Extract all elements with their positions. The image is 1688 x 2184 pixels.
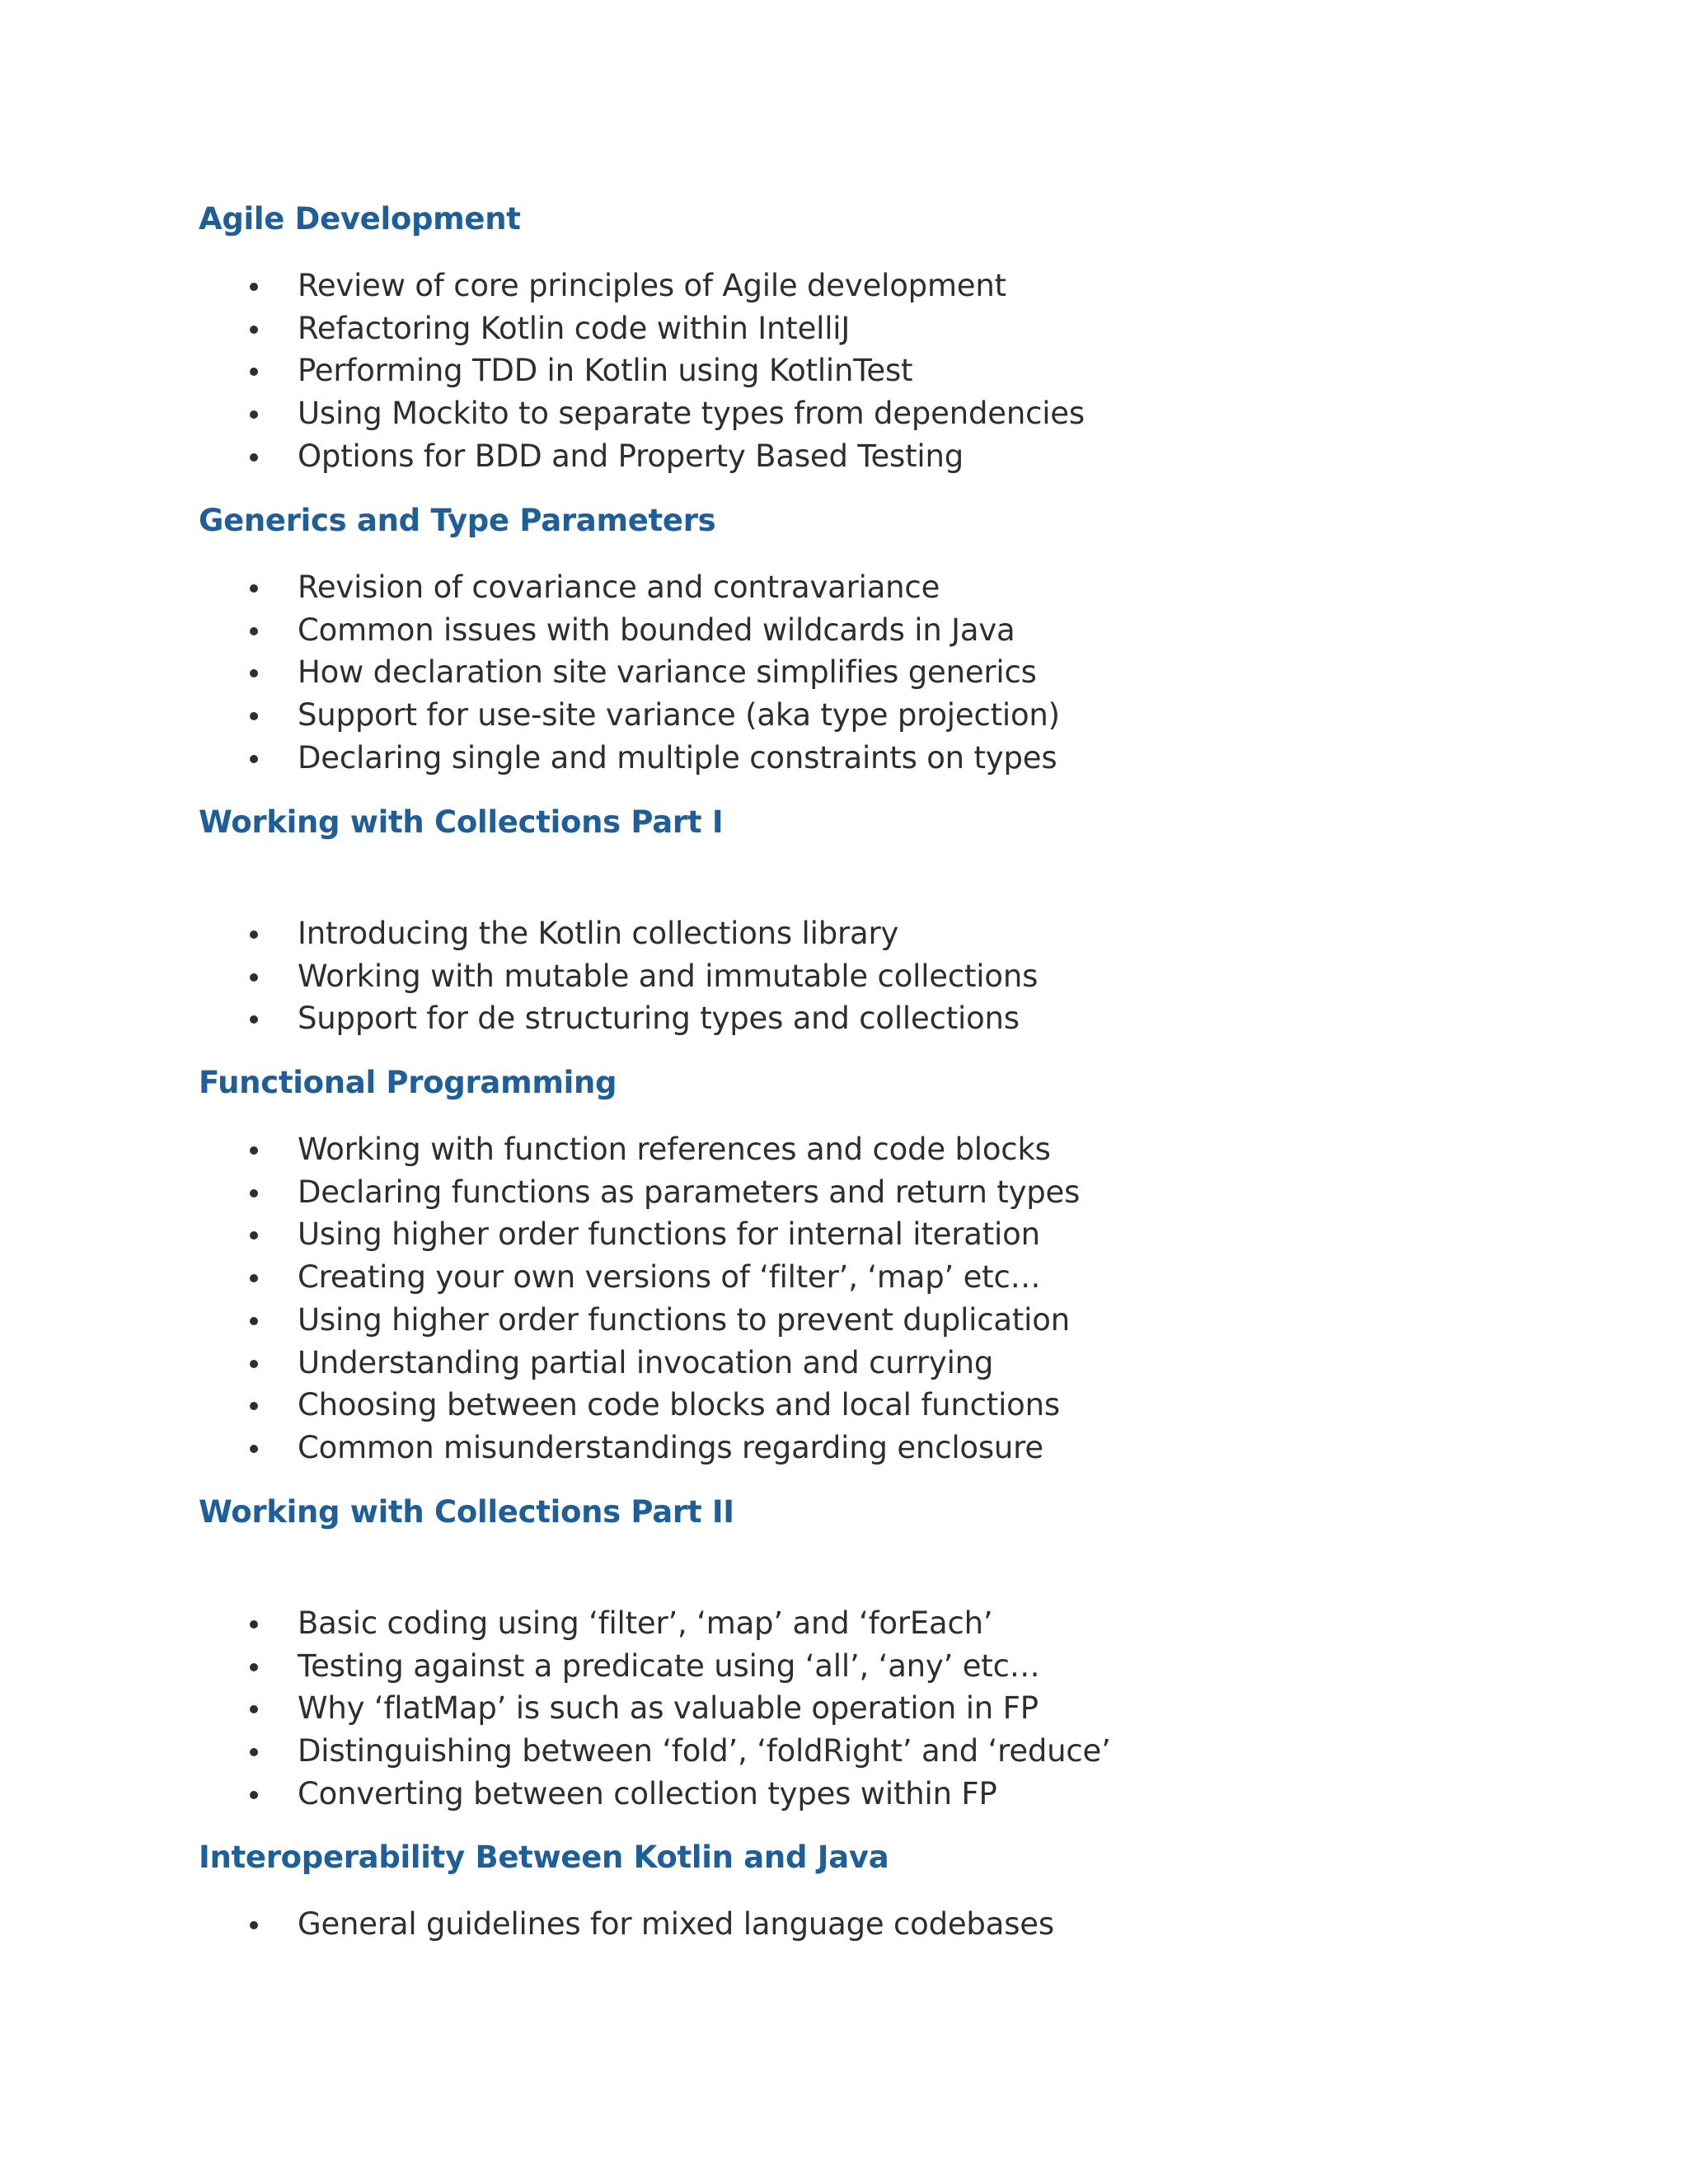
section-interoperability [199,1837,1270,1946]
list-item-text: Using higher order functions to prevent duplication [298,1301,1070,1338]
bullet-icon [250,283,258,291]
list-item-text: Using higher order functions for internal iteration [298,1216,1040,1253]
list-item [199,1427,1270,1469]
bullet-icon [250,973,258,982]
bullet-icon [250,1921,258,1929]
list-item-text: Using Mockito to separate types from dependencies [298,396,1085,432]
bullet-icon [250,1189,258,1197]
list-item-text: Working with function references and code blocks [298,1132,1051,1167]
section-agile-development [199,199,1270,478]
bullet-list [199,1903,1270,1946]
list-item-text: Introducing the Kotlin collections library [298,916,899,951]
bullet-list [199,1128,1270,1469]
list-item [199,265,1270,307]
bullet-icon [250,453,258,462]
list-item [199,1256,1270,1299]
bullet-icon [250,1705,258,1713]
bullet-icon [250,410,258,419]
bullet-icon [250,1445,258,1453]
bullet-icon [250,755,258,763]
list-item [199,1299,1270,1342]
list-item [199,1730,1270,1773]
section-collections-part-1 [199,802,1270,1040]
list-item [199,1213,1270,1256]
list-item-text: Declaring functions as parameters and return types [298,1174,1081,1210]
list-item-text: Converting between collection types within FP [298,1775,997,1811]
list-item-text: Understanding partial invocation and currying [298,1344,994,1380]
list-item [199,566,1270,609]
bullet-icon [250,1274,258,1282]
list-item [199,1773,1270,1816]
list-item [199,1687,1270,1730]
section-heading: Interoperability Between Kotlin and Java [199,1840,889,1875]
list-item-text: Common issues with bounded wildcards in Java [298,612,1015,648]
bullet-list [199,1602,1270,1816]
list-item-text: Creating your own versions of ‘filter’, ‘map’ etc… [298,1259,1041,1296]
list-item [199,1128,1270,1171]
list-item-text: Choosing between code blocks and local functions [298,1387,1060,1423]
bullet-list [199,912,1270,1040]
bullet-icon [250,1620,258,1629]
bullet-icon [250,1402,258,1410]
list-item [199,392,1270,435]
list-item-text: How declaration site variance simplifies generics [298,654,1037,691]
list-item-text: Distinguishing between ‘fold’, ‘foldRight’ and ‘reduce’ [298,1733,1111,1769]
list-item-text: General guidelines for mixed language codebases [298,1906,1054,1942]
list-item [199,1645,1270,1688]
section-heading: Generics and Type Parameters [199,503,716,538]
list-item-text: Support for de structuring types and collections [298,1001,1020,1037]
bullet-icon [250,1146,258,1155]
bullet-icon [250,1317,258,1325]
list-item [199,694,1270,737]
list-item-text: Why ‘flatMap’ is such as valuable operation in FP [298,1690,1039,1727]
list-item [199,1903,1270,1946]
section-heading: Agile Development [199,201,521,237]
bullet-icon [250,368,258,376]
bullet-icon [250,627,258,635]
bullet-icon [250,1748,258,1756]
bullet-icon [250,1791,258,1799]
bullet-icon [250,584,258,593]
section-generics [199,500,1270,780]
list-item [199,1602,1270,1645]
list-item [199,435,1270,478]
list-item-text: Common misunderstandings regarding enclosure [298,1429,1043,1465]
list-item-text: Testing against a predicate using ‘all’, ‘any’ etc… [298,1647,1040,1684]
list-item [199,997,1270,1040]
section-collections-part-2 [199,1492,1270,1816]
list-item [199,955,1270,998]
list-item-text: Performing TDD in Kotlin using KotlinTest [298,353,913,389]
list-item-text: Revision of covariance and contravariance [298,569,940,605]
list-item-text: Review of core principles of Agile development [298,268,1006,303]
list-item [199,609,1270,652]
list-item [199,912,1270,955]
section-heading: Working with Collections Part I [199,804,724,840]
bullet-icon [250,1231,258,1240]
bullet-icon [250,669,258,677]
list-item [199,1384,1270,1427]
bullet-icon [250,1663,258,1671]
list-item [199,1342,1270,1385]
bullet-list [199,265,1270,478]
list-item-text: Basic coding using ‘filter’, ‘map’ and ‘forEach’ [298,1605,993,1641]
list-item-text: Refactoring Kotlin code within IntelliJ [298,310,851,346]
bullet-icon [250,712,258,720]
list-item-text: Working with mutable and immutable collections [298,958,1039,994]
section-heading: Functional Programming [199,1065,617,1100]
list-item [199,349,1270,392]
bullet-icon [250,1015,258,1024]
section-heading: Working with Collections Part II [199,1494,734,1530]
list-item-text: Declaring single and multiple constraints on types [298,739,1057,776]
list-item-text: Options for BDD and Property Based Testing [298,438,964,474]
list-item-text: Support for use-site variance (aka type projection) [298,697,1060,733]
list-item [199,737,1270,780]
bullet-icon [250,930,258,939]
list-item [199,1171,1270,1214]
bullet-icon [250,326,258,334]
list-item [199,307,1270,350]
section-functional-programming [199,1062,1270,1469]
bullet-list [199,566,1270,780]
bullet-icon [250,1360,258,1368]
list-item [199,651,1270,694]
